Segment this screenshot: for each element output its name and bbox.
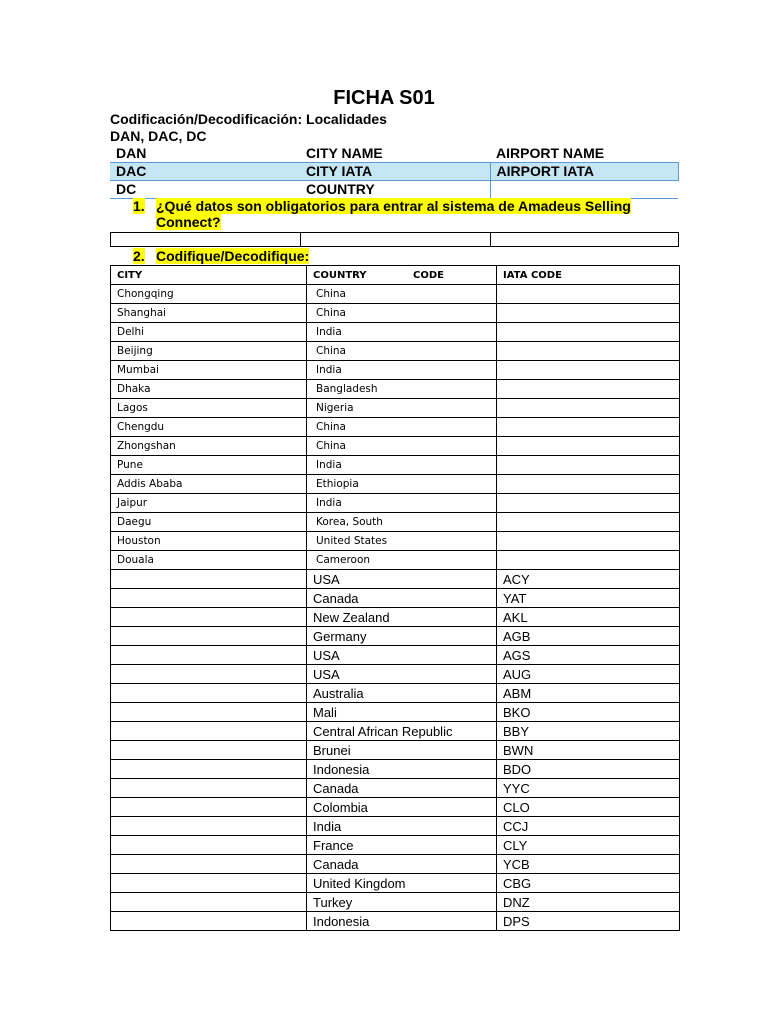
iata-code-cell[interactable] [497,494,680,513]
country-cell: Mali [307,703,497,722]
city-cell: Douala [111,551,307,570]
table-row [111,456,680,475]
definition-cell: CITY NAME [300,145,490,163]
answer-cell[interactable] [491,233,679,247]
table-row [111,855,680,874]
definition-cell: DC [110,181,300,199]
answer-row-table [110,232,679,247]
table-row [111,399,680,418]
city-cell: Chongqing [111,285,307,304]
subtitle-codes: DAN, DAC, DC [110,128,207,144]
table-row [111,722,680,741]
definitions-row [110,145,678,163]
iata-code-cell: BKO [497,703,680,722]
answer-cell[interactable] [111,233,301,247]
iata-code-cell: CBG [497,874,680,893]
table-row [111,665,680,684]
table-row [111,893,680,912]
city-cell[interactable] [111,760,307,779]
iata-code-cell[interactable] [497,513,680,532]
country-cell: Canada [307,855,497,874]
city-cell: Zhongshan [111,437,307,456]
codes-header-row [111,266,680,285]
city-cell: Jaipur [111,494,307,513]
table-row [111,551,680,570]
answer-row [111,233,679,247]
country-cell: China [307,437,497,456]
country-cell: Brunei [307,741,497,760]
iata-code-cell[interactable] [497,323,680,342]
city-cell[interactable] [111,798,307,817]
table-row [111,836,680,855]
table-row [111,380,680,399]
country-cell: Canada [307,589,497,608]
iata-code-cell: AKL [497,608,680,627]
table-row [111,608,680,627]
iata-code-cell: YYC [497,779,680,798]
city-cell[interactable] [111,646,307,665]
definition-cell: AIRPORT NAME [490,145,678,163]
country-cell: New Zealand [307,608,497,627]
country-cell: USA [307,570,497,589]
definition-cell [490,181,678,199]
iata-code-cell: AUG [497,665,680,684]
country-cell: Canada [307,779,497,798]
table-row [111,323,680,342]
table-row [111,437,680,456]
iata-code-cell: DNZ [497,893,680,912]
country-cell: Ethiopia [307,475,497,494]
iata-code-cell[interactable] [497,304,680,323]
table-row [111,532,680,551]
country-cell: Cameroon [307,551,497,570]
city-cell[interactable] [111,741,307,760]
country-cell: China [307,342,497,361]
header-city: CITY [111,266,307,285]
country-cell: India [307,494,497,513]
iata-code-cell[interactable] [497,342,680,361]
country-cell: Nigeria [307,399,497,418]
table-row [111,817,680,836]
table-row [111,285,680,304]
country-cell: India [307,456,497,475]
iata-code-cell[interactable] [497,399,680,418]
country-cell: France [307,836,497,855]
country-cell: United States [307,532,497,551]
iata-code-cell[interactable] [497,456,680,475]
definitions-row [110,181,678,199]
iata-code-cell: CLO [497,798,680,817]
city-cell[interactable] [111,684,307,703]
page-title: FICHA S01 [333,87,435,109]
subtitle: Codificación/Decodificación: Localidades [110,111,387,127]
iata-code-cell[interactable] [497,437,680,456]
iata-code-cell: YAT [497,589,680,608]
header-country: COUNTRY [313,269,367,281]
city-cell[interactable] [111,836,307,855]
country-cell: India [307,361,497,380]
city-cell: Chengdu [111,418,307,437]
table-row [111,494,680,513]
table-row [111,798,680,817]
country-cell: India [307,323,497,342]
country-cell: Korea, South [307,513,497,532]
question-2 [133,248,433,264]
definition-cell: DAN [110,145,300,163]
table-row [111,779,680,798]
country-cell: Turkey [307,893,497,912]
table-row [111,513,680,532]
city-cell[interactable] [111,893,307,912]
country-cell: Indonesia [307,760,497,779]
city-cell[interactable] [111,703,307,722]
table-row [111,361,680,380]
question-1-line-2: Connect? [156,214,221,230]
city-cell: Beijing [111,342,307,361]
iata-code-cell[interactable] [497,361,680,380]
country-cell: China [307,304,497,323]
table-row [111,342,680,361]
table-row [111,304,680,323]
city-cell: Lagos [111,399,307,418]
table-row [111,475,680,494]
iata-code-cell: AGS [497,646,680,665]
codes-table [110,265,680,931]
iata-code-cell: CLY [497,836,680,855]
city-cell: Dhaka [111,380,307,399]
city-cell[interactable] [111,589,307,608]
country-cell: Indonesia [307,912,497,931]
table-row [111,627,680,646]
city-cell: Daegu [111,513,307,532]
table-row [111,912,680,931]
iata-code-cell: AGB [497,627,680,646]
table-row [111,874,680,893]
answer-cell[interactable] [301,233,491,247]
definition-cell: AIRPORT IATA [490,163,678,181]
definition-cell: CITY IATA [300,163,490,181]
iata-code-cell: CCJ [497,817,680,836]
iata-code-cell[interactable] [497,380,680,399]
iata-code-cell[interactable] [497,475,680,494]
table-row [111,646,680,665]
table-row [111,570,680,589]
city-cell[interactable] [111,779,307,798]
city-cell: Shanghai [111,304,307,323]
definition-cell: DAC [110,163,300,181]
city-cell[interactable] [111,608,307,627]
city-cell[interactable] [111,912,307,931]
city-cell[interactable] [111,874,307,893]
header-iata-code: IATA CODE [497,266,680,285]
iata-code-cell[interactable] [497,551,680,570]
question-1 [133,198,673,232]
iata-code-cell[interactable] [497,285,680,304]
iata-code-cell: BDO [497,760,680,779]
city-cell[interactable] [111,722,307,741]
city-cell[interactable] [111,570,307,589]
country-cell: United Kingdom [307,874,497,893]
country-cell: Central African Republic [307,722,497,741]
city-cell: Addis Ababa [111,475,307,494]
iata-code-cell: DPS [497,912,680,931]
question-2-number: 2. [133,248,145,264]
country-cell: China [307,418,497,437]
header-country-code [307,266,497,285]
question-1-number: 1. [133,198,145,214]
city-cell[interactable] [111,627,307,646]
city-cell[interactable] [111,855,307,874]
iata-code-cell[interactable] [497,418,680,437]
country-cell: Bangladesh [307,380,497,399]
country-cell: Australia [307,684,497,703]
table-row [111,589,680,608]
city-cell: Houston [111,532,307,551]
table-row [111,684,680,703]
table-row [111,703,680,722]
city-cell[interactable] [111,817,307,836]
city-cell: Pune [111,456,307,475]
iata-code-cell: ABM [497,684,680,703]
country-cell: USA [307,665,497,684]
iata-code-cell[interactable] [497,532,680,551]
country-cell: Germany [307,627,497,646]
definitions-table [110,145,679,199]
definition-cell: COUNTRY [300,181,490,199]
country-cell: China [307,285,497,304]
country-cell: Colombia [307,798,497,817]
header-code: CODE [413,269,444,281]
country-cell: India [307,817,497,836]
question-2-text: Codifique/Decodifique: [156,248,310,264]
city-cell: Delhi [111,323,307,342]
definitions-row [110,163,678,181]
iata-code-cell: BWN [497,741,680,760]
city-cell[interactable] [111,665,307,684]
country-cell: USA [307,646,497,665]
table-row [111,760,680,779]
question-1-line-1: ¿Qué datos son obligatorios para entrar al sistema de Amadeus Selling [156,198,631,214]
city-cell: Mumbai [111,361,307,380]
question-1-text [156,198,631,230]
table-row [111,418,680,437]
iata-code-cell: ACY [497,570,680,589]
table-row [111,741,680,760]
iata-code-cell: BBY [497,722,680,741]
iata-code-cell: YCB [497,855,680,874]
